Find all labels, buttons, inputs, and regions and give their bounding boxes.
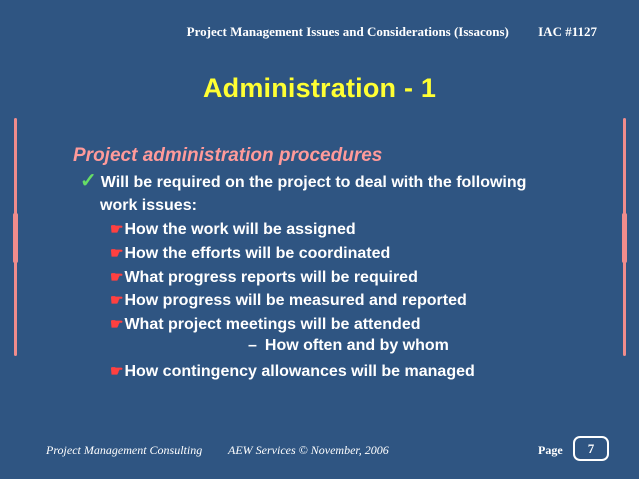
sub-item-list <box>110 218 467 337</box>
right-bar-lower <box>623 258 626 356</box>
footer-company: Project Management Consulting <box>46 443 203 457</box>
list-item: ☛How progress will be measured and reported <box>110 292 467 310</box>
course-title: Project Management Issues and Considerations (Issacons) <box>186 24 509 39</box>
list-item: ☛How the efforts will be coordinated <box>110 244 391 262</box>
pointing-hand-icon: ☛ <box>110 268 124 286</box>
list-item: ☛What project meetings will be attended <box>110 316 421 334</box>
right-bar-upper <box>623 118 626 222</box>
page-number: 7 <box>587 440 595 456</box>
slide-title: Administration - 1 <box>202 73 437 103</box>
pointing-hand-icon: ☛ <box>110 292 124 310</box>
page-number-box <box>573 436 609 461</box>
main-bullet-line1: Will be required on the project to deal with the following <box>100 174 527 191</box>
dash-marker: – <box>248 337 257 354</box>
pointing-hand-icon: ☛ <box>110 316 124 334</box>
left-bar-lower <box>14 258 17 356</box>
right-bar-middle <box>622 213 627 263</box>
check-mark-icon: ✓ <box>80 170 97 192</box>
last-list-item: ☛How contingency allowances will be managed <box>110 363 475 380</box>
main-bullet <box>80 170 600 217</box>
slide-header <box>187 24 597 40</box>
left-bar-upper <box>14 118 17 222</box>
pointing-hand-icon: ☛ <box>110 244 124 262</box>
section-heading: Project administration procedures <box>73 145 383 166</box>
footer-copyright: AEW Services © November, 2006 <box>228 443 389 457</box>
left-bar-middle <box>13 213 18 263</box>
list-item: ☛How the work will be assigned <box>110 221 356 238</box>
list-item: ☛What progress reports will be required <box>110 268 418 286</box>
dash-sub-item: – How often and by whom <box>248 337 449 354</box>
page-label: Page <box>538 443 563 457</box>
course-code: IAC #1127 <box>538 24 597 39</box>
pointing-hand-icon: ☛ <box>110 363 124 380</box>
main-bullet-line2: work issues: <box>100 197 197 214</box>
pointing-hand-icon: ☛ <box>110 221 124 238</box>
